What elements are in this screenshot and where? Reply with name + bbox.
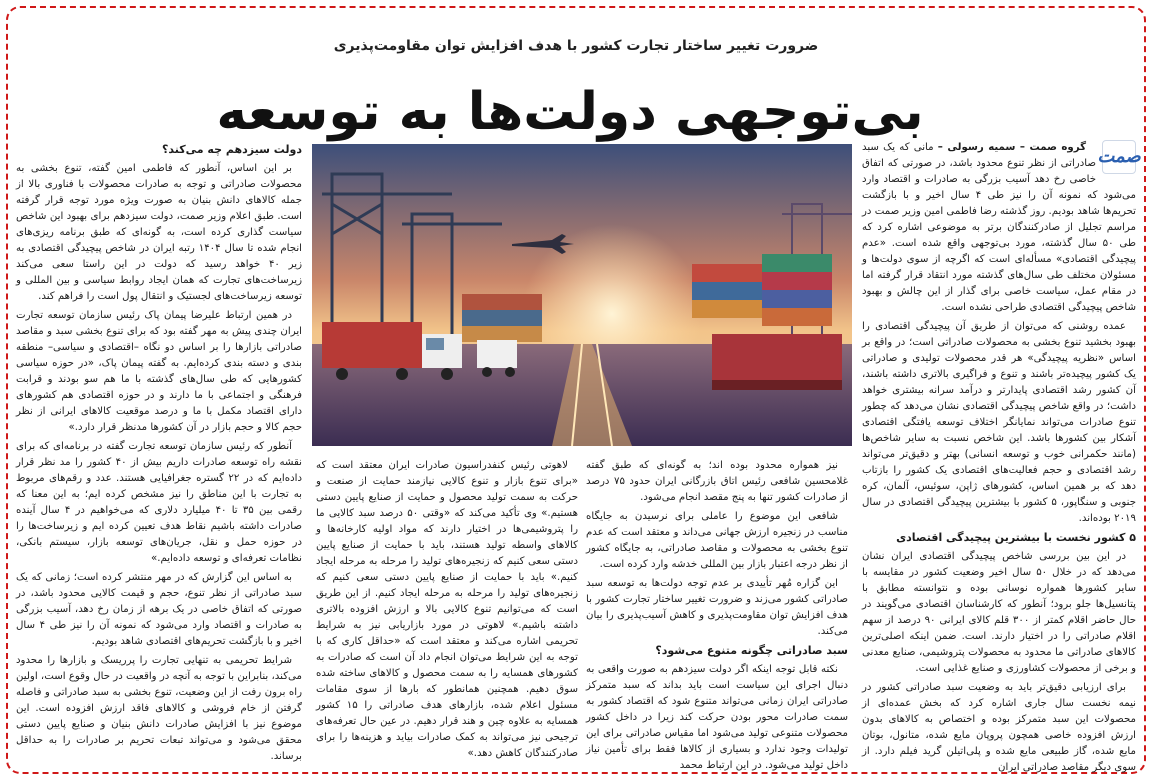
paragraph: در همین ارتباط علیرضا پیمان پاک رئیس سازمان توسعه تجارت ایران چندی پیش به مهر گفته بود که برای تنوع بخشی سبد و مقاصد صادراتی بازارها را بر اساس دو نگاه –اقتصادی و سیاسی– منطقه بندی و دسته بندی کرده‌ایم. به گفته پیمان پاک، «در حوزه سیاسی کشورهایی که طی سال‌های گذشته با ما هم سو بودند و قرابت فرهنگی و اجتماعی با ما دارند و در حوزه اقتصادی هم کشورهای دارای اقتصاد مکمل با ما و درصد موقعیت کالاهای ایرانی از نظر حجم کالا و حجم بازار در آن کشورها مدنظر قرار دارد.» bbox=[16, 310, 302, 433]
right-column bbox=[862, 140, 1141, 773]
byline: گروه صمت – سمیه رسولی – bbox=[937, 142, 1086, 153]
headline: بی‌توجهی دولت‌ها به توسعه bbox=[216, 82, 924, 142]
paragraph: برای ارزیابی دقیق‌تر باید به وضعیت سبد صادراتی کشور در نیمه نخست سال جاری اشاره کرد که بخش عمده‌ای از محصولات این سبد متمرکز بوده و اختصاص به کالاهای بدون ارزش افزوده خاصی همچون پروپان مایع شده، متانول، بوتان مایع شده، گاز طبیعی مایع شده و پلی‌اتیلن گرید فیلم دارد. از سوی دیگر مقاصد صادراتی ایران bbox=[862, 682, 1136, 773]
paragraph: شافعی این موضوع را عاملی برای نرسیدن به جایگاه مناسب در زنجیره ارزش جهانی می‌داند و معتقد است که عدم تنوع بخشی به محصولات و مقاصد صادراتی، به جایگاه کشور از نظر درجه اعتبار بازار بین المللی خدشه وارد کرده است. bbox=[586, 511, 848, 570]
newspaper-logo-icon: صمت bbox=[1102, 140, 1136, 174]
left-column bbox=[16, 140, 302, 766]
paragraph: شرایط تحریمی به تنهایی تجارت را پرریسک و بازارها را محدود می‌کند، بنابراین با توجه به آنچه در واقعیت در حال وقوع است، اولین راه برون رفت از این وضعیت، تنوع بخشی به سبد صادراتی و فاصله گرفتن از خام فروشی و کالاهای فاقد ارزش افزوده است. این موضوع نیز با افزایش صادرات دانش بنیان و صنایع پایین دستی محقق می‌شود و می‌تواند تبعات تحریم بر صادرات را به حداقل برساند. bbox=[16, 655, 302, 762]
paragraph: مانی که یک سبد صادراتی از نظر تنوع محدود باشد، در صورتی که اتفاق خاصی رخ دهد آسیب بزرگی به صادرات و اقتصاد وارد می‌شود که نمونه آن را نیز طی ۴ سال اخیر و با بازگشت تحریم‌ها شاهد بودیم. روز گذشته رضا فاطمی امین وزیر صمت در مراسم تجلیل از صادرکنندگان برتر به موضوعی اشاره کرد که طی ۵۰ سال گذشته، مورد بی‌توجهی واقع شده است. «عدم پیچیدگی اقتصادی» مسأله‌ای است که اگرچه از سوی دولت‌ها و مسئولان مختلف طی سال‌های گذشته مورد انتقاد قرار گرفته اما در مقام عمل، سیاست خاصی برای گذار از این چالش و بهبود شاخص پیچیدگی اقتصادی طراحی نشده است. bbox=[862, 142, 1137, 313]
middle-left-column bbox=[316, 458, 578, 766]
paragraph: این گزاره مُهر تأییدی بر عدم توجه دولت‌ها به توسعه سبد صادراتی کشور می‌زند و ضرورت تغییر ساختار تجارت کشور با هدف افزایش توان مقاومت‌پذیری و کاهش آسیب‌پذیری را بیان می‌کند. bbox=[586, 578, 848, 637]
subheading: سبد صادراتی چگونه متنوع می‌شود؟ bbox=[655, 644, 848, 657]
port-photo bbox=[312, 144, 852, 446]
paragraph: نیز همواره محدود بوده اند؛ به گونه‌ای که طبق گفته غلامحسین شافعی رئیس اتاق بازرگانی ایران حدود ۷۵ درصد از صادرات کشور تنها به پنج مقصد انجام می‌شود. bbox=[586, 460, 848, 503]
paragraph: بر این اساس، آنطور که فاطمی امین گفته، تنوع بخشی به محصولات صادراتی و توجه به صادرات محصولات با فناوری بالا از جمله کالاهای دانش بنیان به صورت ویژه مورد توجه قرار گرفته است. طبق اعلام وزیر صمت، دولت سیزدهم برای بهبود این شاخص سیاست گذاری کرده است، به گونه‌ای که طبق برنامه ریزی‌های انجام شده تا سال ۱۴۰۴ رتبه ایران در شاخص پیچیدگی اقتصادی به زیر ۴۰ خواهد رسید که دولت در این راستا سعی می‌کند زیرساخت‌های تجارت که همان ایجاد روابط سیاسی و بین المللی و توسعه زیرساخت‌های لجستیک و انتقال پول است را فراهم کند. bbox=[16, 163, 302, 302]
paragraph: آنطور که رئیس سازمان توسعه تجارت گفته در برنامه‌ای که برای نقشه راه توسعه صادرات داریم بیش از ۴۰ کشور را مد نظر قرار داده‌ایم که در ۲۲ گستره جغرافیایی هستند. عدد و رقم‌های مربوط به تجارت با این مناطق را نیز مشخص کرده ایم؛ به این معنا که رقمی بین ۳۵ تا ۴۰ میلیارد دلاری که می‌خواهیم در ۴ سال آینده صادرات داشته باشیم نقاط هدف تعیین کرده ایم و زیرساخت‌ها را در حوزه حمل و نقل، جریان‌های توسعه بازار، سیستم بانکی، نظامات تعرفه‌ای و توسعه داده‌ایم.» bbox=[16, 441, 302, 564]
middle-right-column bbox=[586, 458, 848, 771]
paragraph: نکته قابل توجه اینکه اگر دولت سیزدهم به صورت واقعی به دنبال اجرای این سیاست است باید بداند که سبد متمرکز صادراتی ایران زمانی می‌تواند متنوع شود که اقتصاد کشور به سمت صادرات محور بودن حرکت کند زیرا در داخل کشور محصولات متنوعی تولید می‌شود اما مقیاس صادراتی برای این تولیدات وجود ندارد و بسیاری از کالاها فقط برای تأمین نیاز داخل تولید می‌شود. در این ارتباط محمد bbox=[586, 664, 848, 771]
kicker: ضرورت تغییر ساختار تجارت کشور با هدف افزایش توان مقاومت‌پذیری bbox=[333, 38, 819, 54]
subheading: ۵ کشور نخست با بیشترین پیچیدگی اقتصادی bbox=[896, 531, 1136, 544]
paragraph: عمده روشنی که می‌توان از طریق آن پیچیدگی اقتصادی را بهبود بخشید تنوع بخشی به محصولات صادراتی است؛ در واقع بر اساس «نظریه پیچیدگی» هر قدر محصولات تولیدی و صادراتی یک کشور پیچیده‌تر باشند و تنوع و فراگیری بالاتری داشته باشند، آن کشور رشد اقتصادی پایدارتر و درآمد سرانه بیشتری خواهد داشت؛ در واقع شاخص پیچیدگی اقتصادی نشان می‌دهد که چطور تنوع صادرات می‌تواند نمایانگر اختلاف توسعه یافتگی اقتصادی آشکار بین کشورها باشد. این شاخص نسبت به سایر شاخص‌ها (مانند حکمرانی خوب و توسعه انسانی) بهتر و دقیق‌تر می‌تواند رشد اقتصادی و حجم فعالیت‌های اقتصادی یک کشور را بازتاب دهد که بر همین اساس، کشورهای ژاپن، سوئیس، آلمان، کره جنوبی و سنگاپور، ۵ کشور با بیشترین پیچیدگی اقتصادی در سال ۲۰۱۹ بوده‌اند. bbox=[862, 321, 1137, 524]
paragraph: لاهوتی رئیس کنفدراسیون صادرات ایران معتقد است که «برای تنوع بازار و تنوع کالایی نیازمند حمایت از صنعت و حرکت به سمت تولید محصول و حمایت از صنایع پایین دستی هستیم.» وی تأکید می‌کند که «وقتی ۵۰ درصد سبد کالایی ما را پتروشیمی‌ها در اختیار دارند که مواد اولیه کارخانه‌ها و کالاهای واسطه تولید هستند، باید با حمایت از صنایع پایین دستی سعی کنیم که زنجیره‌های تولید را مرحله به مرحله ایجاد کنیم.» باید با حمایت از صنایع پایین دستی سعی کنیم که زنجیره‌های تولید را مرحله به مرحله ایجاد کنیم. از این طریق است که می‌توانیم تنوع کالایی بالا و ارزش افزوده بالاتری داشته باشیم.» لاهوتی در مورد بازاریابی نیز به شرایط تحریمی اشاره می‌کند و معتقد است که «حداقل کاری که با توجه به این شرایط می‌توان انجام داد آن است که صادرات به کشورهای همسایه را به سمت محصول و کالاهای ساخته شده سوق دهیم. همچنین همانطور که بارها از سوی مقامات مسئول اعلام شده، بازارهای هدف صادراتی را ۱۵ کشور همسایه به علاوه چین و هند قرار دهیم. در عین حال تعرفه‌های ترجیحی نیز می‌تواند به کمک صادرات بیاید و هزینه‌ها را برای صادرکنندگان کاهش دهد.» bbox=[316, 460, 578, 759]
subheading: دولت سیزدهم چه می‌کند؟ bbox=[162, 143, 302, 156]
paragraph: به اساس این گزارش که در مهر منتشر کرده است؛ زمانی که یک سبد صادراتی از نظر تنوع، حجم و قیمت کالایی محدود باشد، در صورتی که اتفاق خاصی در یک برهه از زمان رخ دهد، آسیب بزرگی به صادرات و اقتصاد وارد می‌شود که نمونه آن را نیز طی ۴ سال اخیر و با بازگشت تحریم‌های اقتصادی شاهد بودیم. bbox=[16, 572, 302, 647]
paragraph: در این بین بررسی شاخص پیچیدگی اقتصادی ایران نشان می‌دهد که در خلال ۵۰ سال اخیر وضعیت کشور در مقایسه با سایر کشورها همواره نوسانی بوده و نتوانسته مطابق با پتانسیل‌ها جلو برود؛ آنطور که کارشناسان اقتصادی می‌گویند در حال حاضر اقلام کمتر از ۳۰۰ قلم کالای ایرانی ۹۰ درصد از سهم اقلام صادراتی را در اختیار دارند. است. ضمن اینکه اصلی‌ترین کالاهای صادراتی ما محدود به محصولات پتروشیمی، صنایع معدنی و برخی از محصولات کشاورزی و صنایع غذایی است. bbox=[862, 551, 1136, 674]
